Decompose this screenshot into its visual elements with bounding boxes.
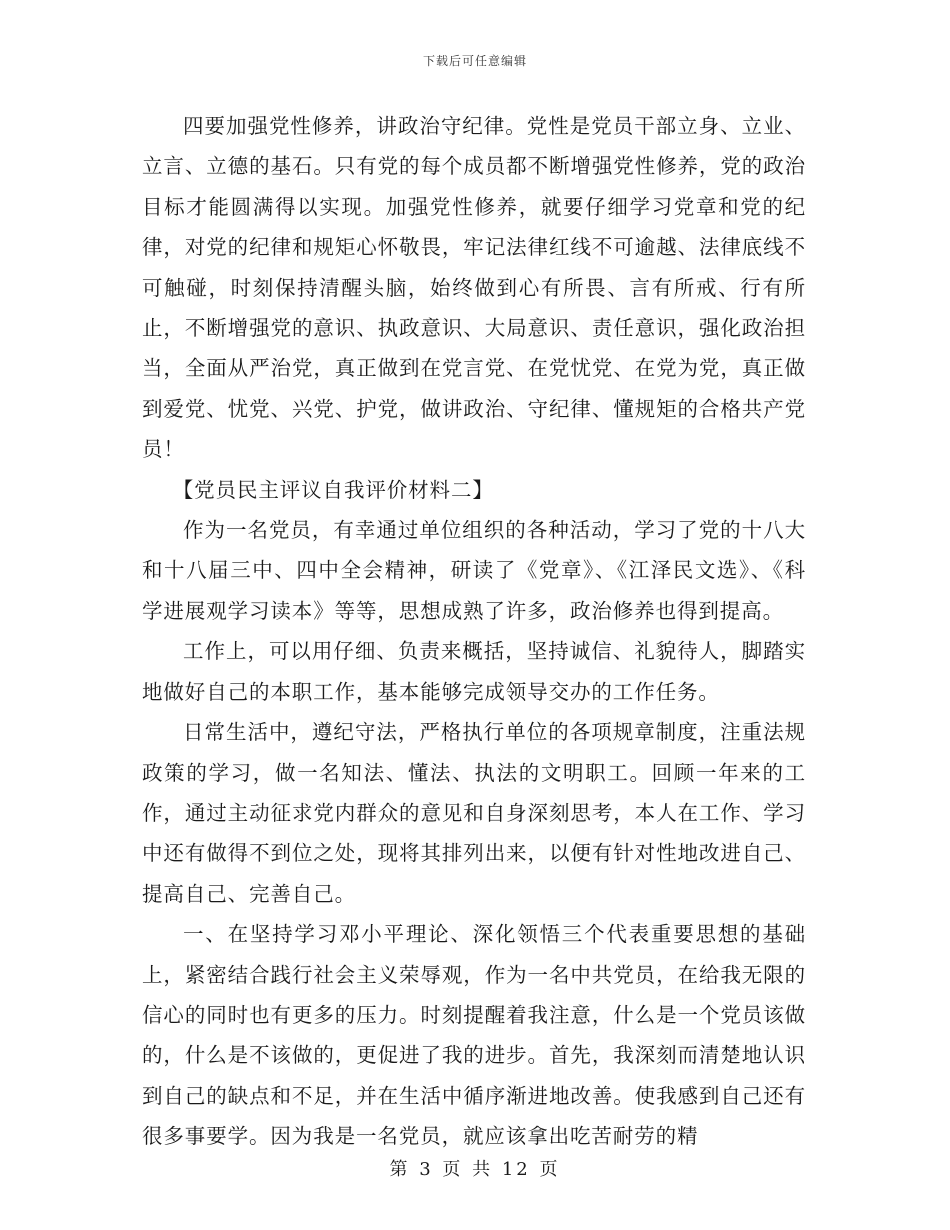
document-body	[142, 106, 806, 1157]
paragraph-party-discipline: 四要加强党性修养，讲政治守纪律。党性是党员干部立身、立业、立言、立德的基石。只有党的每个成员都不断增强党性修养，党的政治目标才能圆满得以实现。加强党性修养，就要仔细学习党章和党的纪律，对党的纪律和规矩心怀敬畏，牢记法律红线不可逾越、法律底线不可触碰，时刻保持清醒头脑，始终做到心有所畏、言有所戒、行有所止，不断增强党的意识、执政意识、大局意识、责任意识，强化政治担当，全面从严治党，真正做到在党言党、在党忧党、在党为党，真正做到爱党、忧党、兴党、护党，做讲政治、守纪律、懂规矩的合格共产党员！	[142, 114, 806, 462]
paragraph-work: 工作上，可以用仔细、负责来概括，坚持诚信、礼貌待人，脚踏实地做好自己的本职工作，基本能够完成领导交办的工作任务。	[142, 639, 806, 704]
paragraph-study: 作为一名党员，有幸通过单位组织的各种活动，学习了党的十八大和十八届三中、四中全会精神，研读了《党章》、《江泽民文选》、《科学进展观学习读本》等等，思想成熟了许多，政治修养也得到提高。	[142, 518, 806, 623]
page-footer: 第 3 页 共 12 页	[389, 1159, 561, 1180]
section-heading: 【党员民主评议自我评价材料二】	[172, 477, 494, 502]
paragraph-daily-life: 日常生活中，遵纪守法，严格执行单位的各项规章制度，注重法规政策的学习，做一名知法、懂法、执法的文明职工。回顾一年来的工作，通过主动征求党内群众的意见和自身深刻思考，本人在工作、学习中还有做得不到位之处，现将其排列出来，以便有针对性地改进自己、提高自己、完善自己。	[142, 720, 806, 906]
page-header: 下载后可任意编辑	[422, 54, 527, 68]
paragraph-point-one: 一、在坚持学习邓小平理论、深化领悟三个代表重要思想的基础上，紧密结合践行社会主义荣辱观，作为一名中共党员，在给我无限的信心的同时也有更多的压力。时刻提醒着我注意，什么是一个党员该做的，什么是不该做的，更促进了我的进步。首先，我深刻而清楚地认识到自己的缺点和不足，并在生活中循序渐进地改善。使我感到自己还有很多事要学。因为我是一名党员，就应该拿出吃苦耐劳的精	[142, 922, 806, 1149]
